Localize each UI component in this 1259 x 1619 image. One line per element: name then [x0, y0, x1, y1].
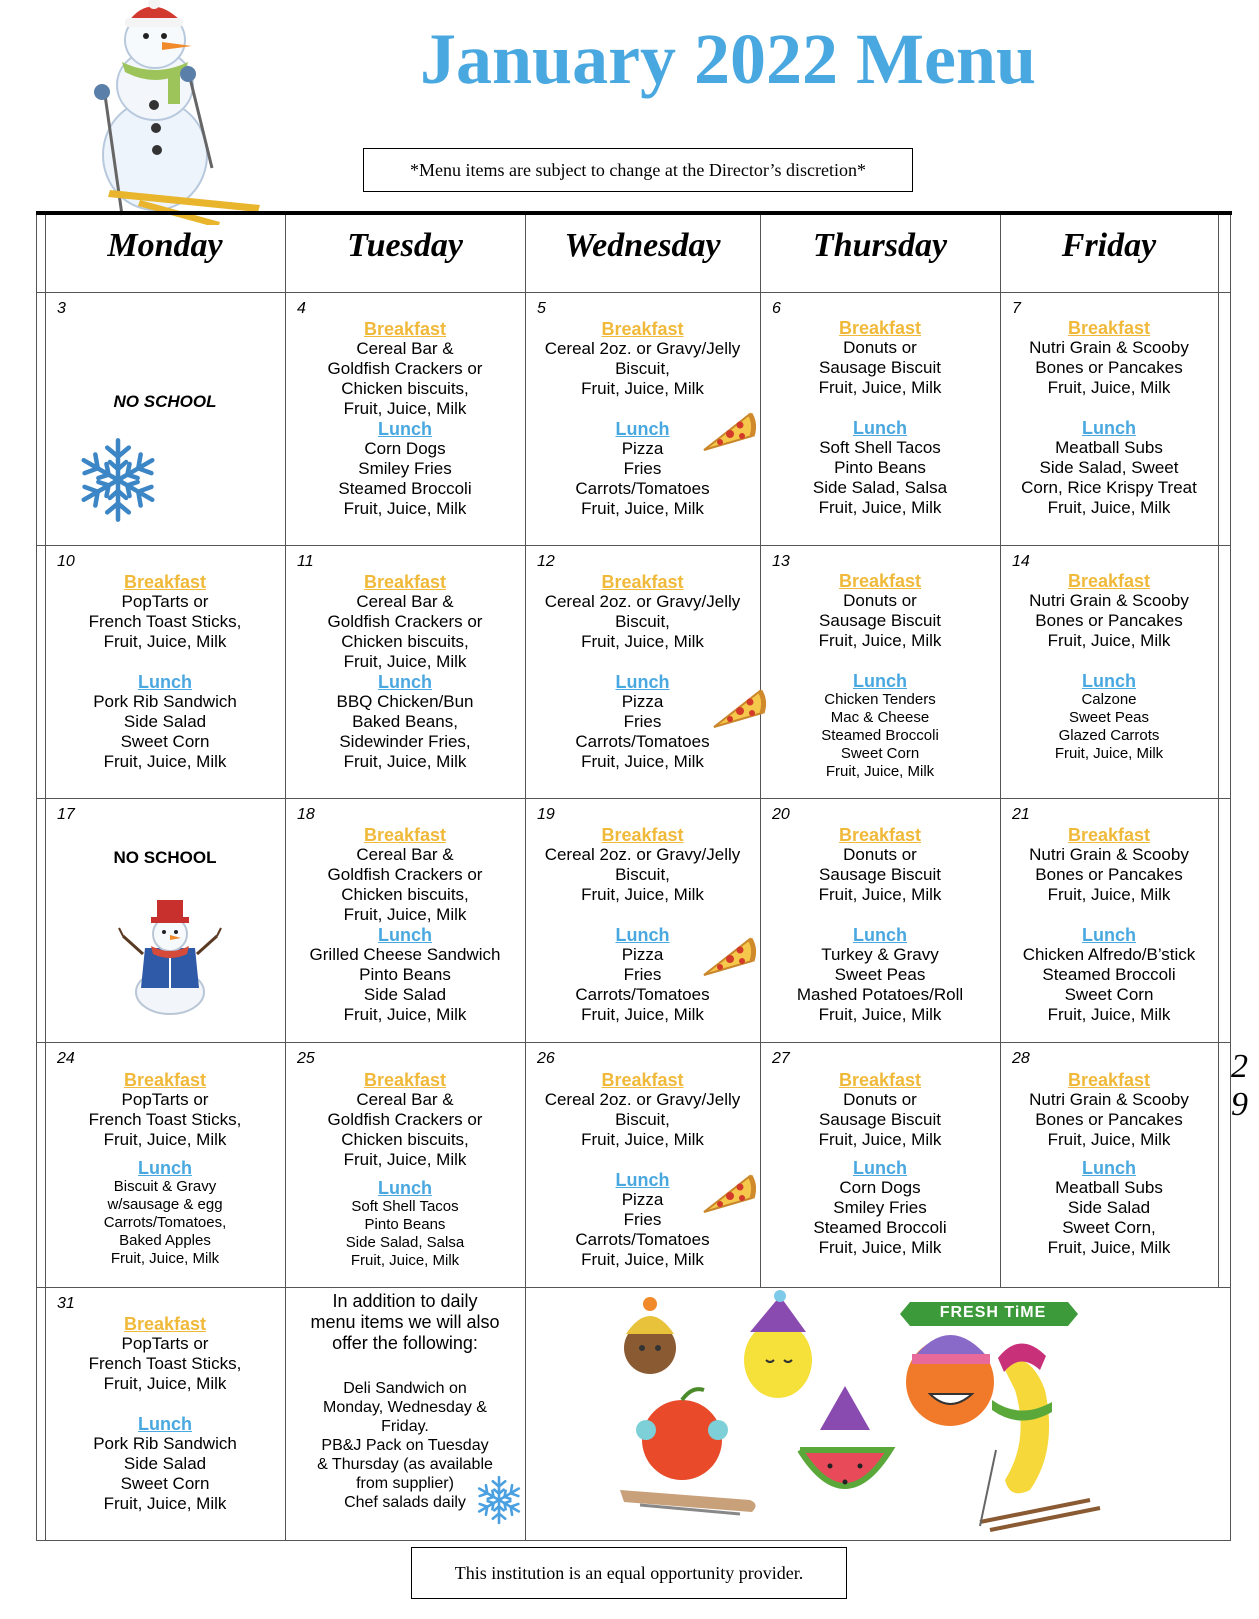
menu-line: Steamed Broccoli [821, 727, 939, 744]
menu-line: Nutri Grain & Scooby [1029, 1090, 1189, 1109]
menu-line: Steamed Broccoli [1042, 965, 1176, 984]
pizza-icon [700, 1172, 756, 1216]
fruit-illustration [600, 1290, 1140, 1538]
day-cell-5 [525, 292, 760, 545]
menu-line: Fruit, Juice, Milk [818, 1238, 942, 1257]
menu-line: Cereal Bar & [356, 845, 454, 864]
menu-line: Pork Rib Sandwich [93, 692, 237, 711]
menu-line: Chicken Alfredo/B’stick [1022, 945, 1196, 964]
pizza-icon [700, 410, 756, 454]
menu-line: Fruit, Juice, Milk [581, 885, 704, 904]
day-cell-10 [45, 545, 285, 798]
menu-content [285, 1070, 525, 1270]
menu-line: PopTarts or [121, 1090, 209, 1109]
day-header-friday: Friday [1061, 227, 1157, 264]
date-number: 24 [57, 1050, 75, 1067]
menu-line: Sweet Peas [834, 965, 926, 984]
menu-content [1000, 825, 1218, 1025]
text-line: Friday. [381, 1418, 429, 1435]
date-number: 25 [297, 1050, 315, 1067]
menu-line: Baked Apples [119, 1232, 211, 1249]
date-number: 12 [537, 553, 555, 570]
breakfast-label: Breakfast [363, 319, 447, 339]
menu-line: Calzone [1081, 691, 1137, 708]
menu-line: Fries [623, 1210, 662, 1229]
additional-intro [285, 1291, 525, 1354]
menu-line: Goldfish Crackers or [327, 612, 483, 631]
menu-line: Donuts or [843, 338, 917, 357]
date-number: 26 [537, 1050, 555, 1067]
menu-line: Fruit, Juice, Milk [103, 1374, 227, 1393]
menu-line: Cereal Bar & [356, 592, 454, 611]
day-cell-11 [285, 545, 525, 798]
lunch-label: Lunch [138, 672, 192, 692]
menu-line: Pizza [621, 945, 664, 964]
lunch-label: Lunch [853, 925, 907, 945]
day-header-tuesday: Tuesday [347, 227, 463, 264]
menu-line: French Toast Sticks, [88, 612, 242, 631]
menu-line: Fruit, Juice, Milk [581, 499, 704, 518]
skiing-snowman-icon [70, 0, 270, 225]
menu-line: Cereal Bar & [356, 339, 454, 358]
lunch-label: Lunch [615, 419, 670, 439]
menu-line: Sweet Corn [1064, 985, 1154, 1004]
breakfast-label: Breakfast [363, 1070, 447, 1090]
menu-line: BBQ Chicken/Bun [336, 692, 474, 711]
day-header-monday: Monday [107, 227, 223, 264]
menu-line: Biscuit & Gravy [113, 1178, 217, 1195]
menu-line: Fruit, Juice, Milk [818, 1005, 942, 1024]
menu-line: Sausage Biscuit [819, 1110, 941, 1129]
menu-content [285, 572, 525, 772]
menu-line: Fruit, Juice, Milk [825, 763, 935, 780]
menu-line: Fruit, Juice, Milk [1047, 885, 1171, 904]
grid-line [36, 215, 37, 1541]
menu-line: Side Salad, Salsa [345, 1234, 465, 1251]
text-line: In addition to daily [332, 1291, 478, 1311]
snowman-body [94, 0, 260, 225]
breakfast-label: Breakfast [838, 571, 922, 591]
menu-content [45, 1070, 285, 1268]
date-number: 28 [1012, 1050, 1030, 1067]
pizza-icon [710, 687, 766, 731]
menu-line: Fruit, Juice, Milk [818, 631, 942, 650]
menu-line: Chicken biscuits, [341, 885, 469, 904]
menu-content [760, 318, 1000, 518]
menu-line: Cereal 2oz. or Gravy/Jelly [544, 339, 741, 358]
lunch-label: Lunch [853, 671, 907, 691]
menu-line: Side Salad, Salsa [812, 478, 948, 497]
lunch-label: Lunch [1082, 1158, 1136, 1178]
menu-line: Corn, Rice Krispy Treat [1021, 478, 1197, 497]
menu-line: Chicken biscuits, [341, 632, 469, 651]
day-cell-4 [285, 292, 525, 545]
menu-line: Steamed Broccoli [338, 479, 472, 498]
menu-line: Fruit, Juice, Milk [343, 752, 467, 771]
no-school-label: NO SCHOOL [113, 848, 217, 867]
breakfast-label: Breakfast [123, 572, 207, 592]
menu-line: Baked Beans, [352, 712, 458, 731]
menu-line: Chicken Tenders [824, 691, 936, 708]
menu-line: Biscuit, [615, 612, 670, 631]
menu-line: Sweet Corn [120, 1474, 210, 1493]
menu-content [525, 825, 760, 1025]
breakfast-label: Breakfast [838, 1070, 922, 1090]
fruit-characters-icon [600, 1290, 1140, 1538]
menu-line: Fruit, Juice, Milk [343, 399, 467, 418]
menu-content [525, 572, 760, 772]
lunch-label: Lunch [138, 1414, 192, 1434]
menu-content [1000, 318, 1218, 518]
menu-line: Fruit, Juice, Milk [103, 1130, 227, 1149]
menu-line: Smiley Fries [833, 1198, 927, 1217]
breakfast-label: Breakfast [1067, 571, 1151, 591]
menu-line: Turkey & Gravy [821, 945, 939, 964]
side-number-top: 2 [1231, 1048, 1248, 1085]
menu-line: Fruit, Juice, Milk [343, 1005, 467, 1024]
day-cell-13 [760, 545, 1000, 798]
menu-line: Fruit, Juice, Milk [1047, 631, 1171, 650]
menu-line: Smiley Fries [358, 459, 452, 478]
breakfast-label: Breakfast [601, 319, 684, 339]
menu-content [760, 825, 1000, 1025]
day-cell-12 [525, 545, 760, 798]
menu-line: Fruit, Juice, Milk [818, 885, 942, 904]
lunch-label: Lunch [378, 925, 432, 945]
menu-line: Fruit, Juice, Milk [110, 1250, 220, 1267]
lunch-label: Lunch [853, 1158, 907, 1178]
date-number: 18 [297, 806, 315, 823]
menu-line: Mac & Cheese [830, 709, 930, 726]
day-cell-31 [45, 1287, 285, 1540]
menu-line: Sausage Biscuit [819, 358, 941, 377]
menu-line: Side Salad [123, 712, 207, 731]
snowman-icon [115, 888, 225, 1018]
menu-content [285, 825, 525, 1025]
menu-line: Fruit, Juice, Milk [1054, 745, 1164, 762]
menu-line: Fruit, Juice, Milk [343, 1150, 467, 1169]
menu-line: Carrots/Tomatoes [575, 479, 710, 498]
menu-line: Meatball Subs [1055, 1178, 1163, 1197]
day-cell-28 [1000, 1042, 1218, 1287]
day-header-wednesday: Wednesday [564, 227, 721, 264]
menu-line: Fruit, Juice, Milk [343, 499, 467, 518]
grid-line [1218, 215, 1219, 1287]
menu-content [525, 1070, 760, 1270]
day-cell-17 [45, 798, 285, 1042]
snowflake-icon [473, 1471, 525, 1529]
breakfast-label: Breakfast [1067, 318, 1151, 338]
menu-line: French Toast Sticks, [88, 1110, 242, 1129]
lunch-label: Lunch [378, 1178, 432, 1198]
breakfast-label: Breakfast [601, 1070, 684, 1090]
menu-line: Sausage Biscuit [819, 611, 941, 630]
menu-line: Carrots/Tomatoes [575, 985, 710, 1004]
lunch-label: Lunch [853, 418, 907, 438]
text-line: PB&J Pack on Tuesday [321, 1437, 489, 1454]
menu-line: Sausage Biscuit [819, 865, 941, 884]
date-number: 20 [772, 806, 790, 823]
menu-line: Carrots/Tomatoes [575, 1230, 710, 1249]
menu-line: Fries [623, 965, 662, 984]
menu-line: Fruit, Juice, Milk [350, 1252, 460, 1269]
menu-line: Sweet Peas [1068, 709, 1150, 726]
breakfast-label: Breakfast [1067, 1070, 1151, 1090]
equal-opportunity-note: This institution is an equal opportunity provider. [411, 1547, 847, 1599]
date-number: 13 [772, 553, 790, 570]
day-header-thursday: Thursday [812, 227, 948, 264]
menu-line: Mashed Potatoes/Roll [796, 985, 964, 1004]
menu-line: Sweet Corn [840, 745, 920, 762]
menu-line: Fruit, Juice, Milk [1047, 1005, 1171, 1024]
lunch-label: Lunch [615, 925, 670, 945]
menu-line: Bones or Pancakes [1035, 358, 1183, 377]
lunch-label: Lunch [1082, 418, 1136, 438]
menu-line: Sidewinder Fries, [339, 732, 471, 751]
menu-line: PopTarts or [121, 592, 209, 611]
menu-content [285, 319, 525, 519]
breakfast-label: Breakfast [363, 572, 447, 592]
menu-line: Donuts or [843, 845, 917, 864]
menu-line: Fruit, Juice, Milk [103, 752, 227, 771]
lunch-label: Lunch [378, 672, 432, 692]
breakfast-label: Breakfast [123, 1314, 207, 1334]
date-number: 11 [297, 553, 314, 570]
menu-content [1000, 571, 1218, 763]
text-line: & Thursday (as available [317, 1456, 493, 1473]
date-number: 10 [57, 553, 75, 570]
menu-line: Grilled Cheese Sandwich [309, 945, 501, 964]
day-cell-20 [760, 798, 1000, 1042]
lunch-label: Lunch [615, 1170, 670, 1190]
day-cell-25 [285, 1042, 525, 1287]
menu-line: Steamed Broccoli [813, 1218, 947, 1237]
menu-line: Fruit, Juice, Milk [581, 752, 704, 771]
menu-line: Fruit, Juice, Milk [818, 1130, 942, 1149]
menu-line: Corn Dogs [364, 439, 446, 458]
pizza-icon [700, 935, 756, 979]
day-cell-7 [1000, 292, 1218, 545]
menu-line: Fruit, Juice, Milk [343, 905, 467, 924]
menu-line: Donuts or [843, 591, 917, 610]
menu-line: Carrots/Tomatoes, [103, 1214, 227, 1231]
menu-line: Goldfish Crackers or [327, 1110, 483, 1129]
day-cell-27 [760, 1042, 1000, 1287]
date-number: 14 [1012, 553, 1030, 570]
menu-line: Fruit, Juice, Milk [818, 498, 942, 517]
menu-line: Pizza [621, 439, 664, 458]
menu-line: Pork Rib Sandwich [93, 1434, 237, 1453]
lunch-label: Lunch [378, 419, 432, 439]
breakfast-label: Breakfast [838, 825, 922, 845]
breakfast-label: Breakfast [601, 572, 684, 592]
date-number: 19 [537, 806, 555, 823]
menu-line: Goldfish Crackers or [327, 865, 483, 884]
menu-line: Fruit, Juice, Milk [581, 379, 704, 398]
menu-content [760, 571, 1000, 781]
menu-line: Fruit, Juice, Milk [1047, 1238, 1171, 1257]
menu-line: Chicken biscuits, [341, 379, 469, 398]
day-cell-26 [525, 1042, 760, 1287]
day-cell-3 [45, 292, 285, 545]
menu-line: Fruit, Juice, Milk [818, 378, 942, 397]
menu-line: Pinto Beans [364, 1216, 446, 1233]
menu-line: French Toast Sticks, [88, 1354, 242, 1373]
side-number-bottom: 9 [1231, 1086, 1248, 1123]
menu-line: Chicken biscuits, [341, 1130, 469, 1149]
menu-content [1000, 1070, 1218, 1258]
day-cell-14 [1000, 545, 1218, 798]
menu-line: Bones or Pancakes [1035, 611, 1183, 630]
date-number: 4 [297, 300, 306, 317]
menu-line: Cereal Bar & [356, 1090, 454, 1109]
menu-line: Fruit, Juice, Milk [581, 632, 704, 651]
page-title: January 2022 Menu [420, 19, 1037, 99]
date-number: 3 [57, 300, 66, 317]
text-line: menu items we will also [310, 1312, 500, 1332]
day-cell-19 [525, 798, 760, 1042]
day-cell-21 [1000, 798, 1218, 1042]
grid-line [36, 1540, 1230, 1541]
menu-content [45, 1314, 285, 1514]
menu-line: Nutri Grain & Scooby [1029, 845, 1189, 864]
menu-line: Meatball Subs [1055, 438, 1163, 457]
menu-line: Cereal 2oz. or Gravy/Jelly [544, 1090, 741, 1109]
breakfast-label: Breakfast [363, 825, 447, 845]
menu-line: Biscuit, [615, 1110, 670, 1129]
menu-line: Biscuit, [615, 865, 670, 884]
breakfast-label: Breakfast [601, 825, 684, 845]
menu-line: Cereal 2oz. or Gravy/Jelly [544, 845, 741, 864]
date-number: 7 [1012, 300, 1021, 317]
snowflake-icon [73, 430, 163, 530]
menu-line: Fruit, Juice, Milk [1047, 378, 1171, 397]
menu-line: Fruit, Juice, Milk [1047, 498, 1171, 517]
menu-line: Fruit, Juice, Milk [103, 632, 227, 651]
menu-line: Biscuit, [615, 359, 670, 378]
menu-line: Glazed Carrots [1058, 727, 1160, 744]
text-line: offer the following: [332, 1333, 478, 1353]
menu-line: Pinto Beans [359, 965, 451, 984]
menu-line: Pizza [621, 1190, 664, 1209]
text-line: Chef salads daily [344, 1494, 466, 1511]
menu-line: Sweet Corn [120, 732, 210, 751]
menu-line: Fries [623, 712, 662, 731]
breakfast-label: Breakfast [1067, 825, 1151, 845]
menu-line: w/sausage & egg [107, 1196, 223, 1213]
text-line: from supplier) [356, 1475, 454, 1492]
breakfast-label: Breakfast [123, 1070, 207, 1090]
date-number: 6 [772, 300, 781, 317]
menu-line: Cereal 2oz. or Gravy/Jelly [544, 592, 741, 611]
menu-line: Fruit, Juice, Milk [581, 1005, 704, 1024]
date-number: 21 [1012, 806, 1030, 823]
menu-line: Bones or Pancakes [1035, 865, 1183, 884]
lunch-label: Lunch [615, 672, 670, 692]
menu-line: Fruit, Juice, Milk [581, 1250, 704, 1269]
date-number: 27 [772, 1050, 790, 1067]
day-cell-6 [760, 292, 1000, 545]
menu-content [45, 572, 285, 772]
lunch-label: Lunch [1082, 671, 1136, 691]
menu-line: Donuts or [843, 1090, 917, 1109]
lunch-label: Lunch [138, 1158, 192, 1178]
menu-line: Soft Shell Tacos [819, 438, 941, 457]
menu-line: Side Salad [123, 1454, 207, 1473]
menu-line: Side Salad, Sweet [1039, 458, 1179, 477]
day-cell-18 [285, 798, 525, 1042]
no-school-label: NO SCHOOL [113, 392, 217, 411]
text-line: Deli Sandwich on [343, 1380, 467, 1397]
menu-line: Pinto Beans [834, 458, 926, 477]
date-number: 5 [537, 300, 546, 317]
menu-line: Side Salad [1067, 1198, 1151, 1217]
fresh-time-banner: FRESH TiME [939, 1304, 1047, 1321]
menu-line: Fruit, Juice, Milk [581, 1130, 704, 1149]
date-number: 31 [57, 1295, 75, 1312]
menu-line: Carrots/Tomatoes [575, 732, 710, 751]
grid-line [1230, 215, 1231, 1541]
menu-line: Side Salad [363, 985, 447, 1004]
day-cell-24 [45, 1042, 285, 1287]
menu-line: Sweet Corn, [1062, 1218, 1156, 1237]
menu-line: Fries [623, 459, 662, 478]
menu-line: Pizza [621, 692, 664, 711]
menu-line: Corn Dogs [839, 1178, 921, 1197]
lunch-label: Lunch [1082, 925, 1136, 945]
menu-line: Nutri Grain & Scooby [1029, 591, 1189, 610]
menu-line: Fruit, Juice, Milk [343, 652, 467, 671]
text-line: Monday, Wednesday & [323, 1399, 487, 1416]
menu-line: Nutri Grain & Scooby [1029, 338, 1189, 357]
menu-line: Goldfish Crackers or [327, 359, 483, 378]
menu-line: PopTarts or [121, 1334, 209, 1353]
menu-content [760, 1070, 1000, 1258]
menu-line: Fruit, Juice, Milk [1047, 1130, 1171, 1149]
calendar-top-rule [36, 211, 1232, 215]
menu-line: Soft Shell Tacos [351, 1198, 459, 1215]
additional-offerings [285, 1287, 525, 1540]
menu-line: Bones or Pancakes [1035, 1110, 1183, 1129]
breakfast-label: Breakfast [838, 318, 922, 338]
date-number: 17 [57, 806, 75, 823]
menu-line: Fruit, Juice, Milk [103, 1494, 227, 1513]
disclaimer-note: *Menu items are subject to change at the Director’s discretion* [363, 148, 913, 192]
